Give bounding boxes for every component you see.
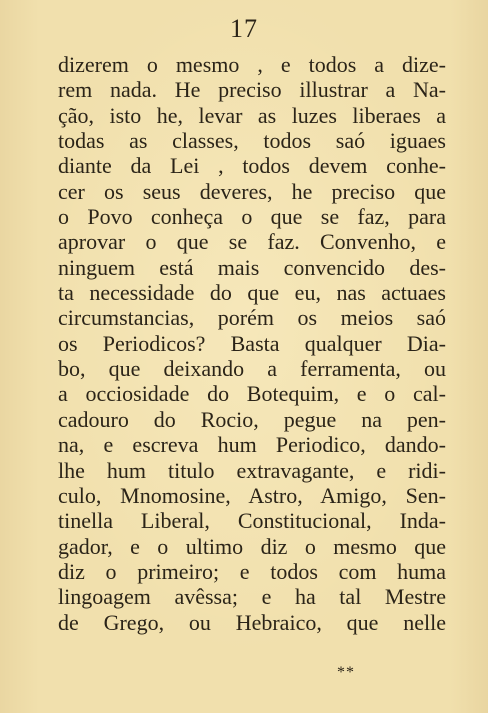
text-line: tinella Liberal, Constitucional, Inda-	[58, 508, 446, 534]
text-line: diz o primeiro; e todos com huma	[58, 558, 446, 584]
text-line: lhe hum titulo extravagante, e ridi-	[58, 457, 446, 483]
text-line: cadouro do Rocio, pegue na pen-	[58, 406, 446, 432]
text-line: todas as classes, todos saó iguaes	[58, 128, 446, 154]
text-line: diante da Lei , todos devem conhe-	[58, 153, 446, 179]
text-line: culo, Mnomosine, Astro, Amigo, Sen-	[58, 482, 446, 508]
text-line: bo, que deixando a ferramenta, ou	[58, 356, 446, 382]
text-line: ta necessidade do que eu, nas actuaes	[58, 280, 446, 306]
signature-mark: **	[337, 664, 355, 681]
page-number: 17	[230, 14, 258, 43]
text-line: dizerem o mesmo , e todos a dize-	[58, 52, 446, 77]
text-line: circumstancias, porém os meios saó	[58, 305, 446, 331]
text-line: na, e escreva hum Periodico, dando-	[58, 432, 446, 458]
text-line: a occiosidade do Botequim, e o cal-	[58, 381, 446, 407]
text-line: o Povo conheça o que se faz, para	[58, 204, 446, 230]
text-line: gador, e o ultimo diz o mesmo que	[58, 533, 446, 559]
text-line: ninguem está mais convencido des-	[58, 254, 446, 280]
text-line: rem nada. He preciso illustrar a Na-	[58, 77, 446, 103]
text-line: ção, isto he, levar as luzes liberaes a	[58, 102, 446, 128]
text-line: lingoagem avêssa; e ha tal Mestre	[58, 584, 446, 610]
text-line: aprovar o que se faz. Convenho, e	[58, 229, 446, 255]
text-line: cer os seus deveres, he preciso que	[58, 178, 446, 204]
text-line: de Grego, ou Hebraico, que nelle	[58, 609, 446, 635]
text-line: os Periodicos? Basta qualquer Dia-	[58, 330, 446, 356]
body-text	[58, 52, 446, 635]
